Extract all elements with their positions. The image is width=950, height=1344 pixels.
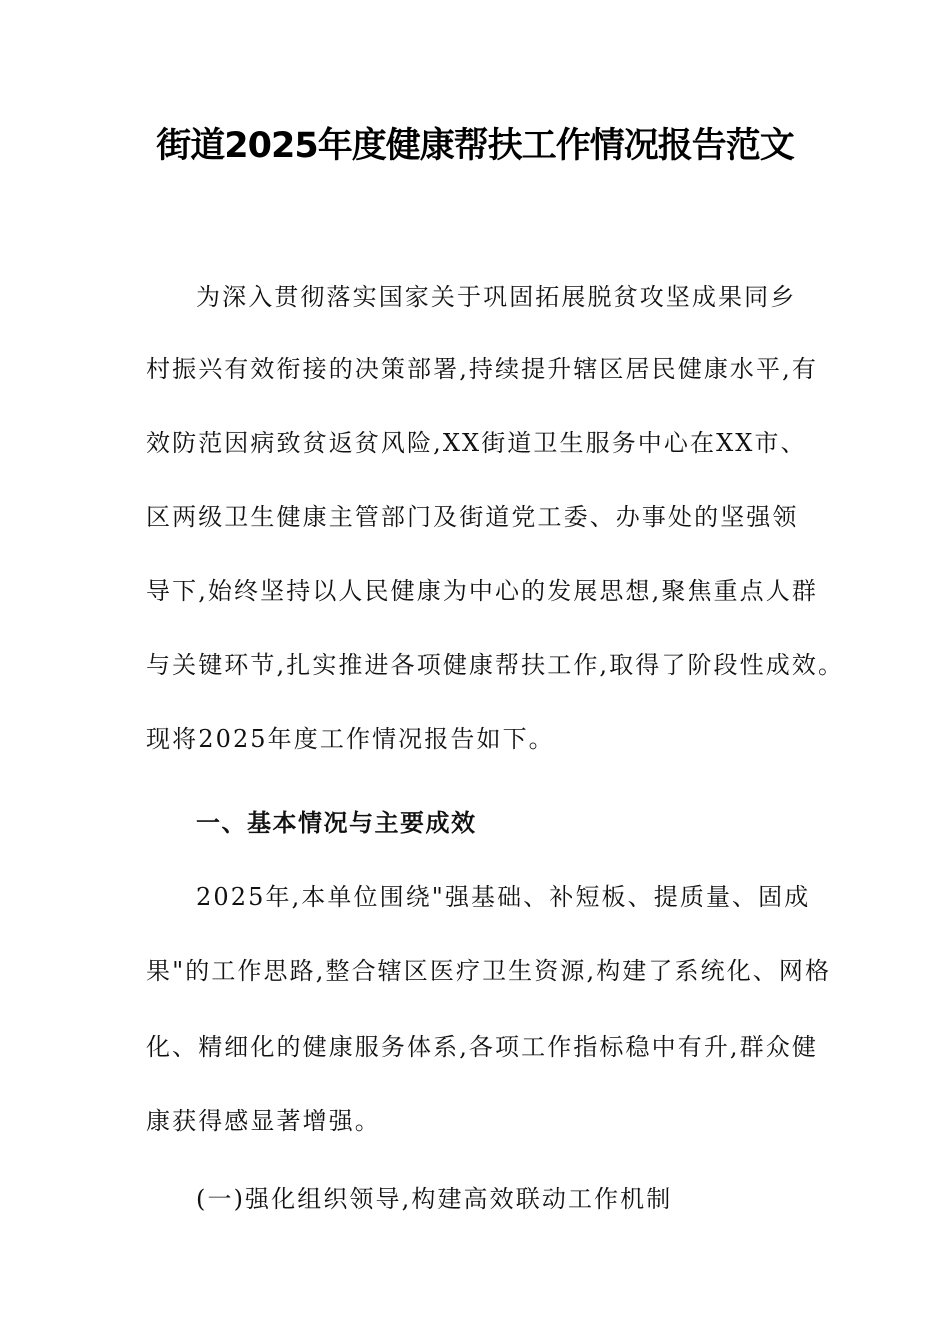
section-line-2: 果"的工作思路,整合辖区医疗卫生资源,构建了系统化、网格 bbox=[146, 957, 832, 985]
intro-line-4: 区两级卫生健康主管部门及街道党工委、办事处的坚强领 bbox=[146, 503, 799, 531]
section-line-4: 康获得感显著增强。 bbox=[146, 1107, 381, 1135]
subsection-heading: (一)强化组织领导,构建高效联动工作机制 bbox=[196, 1185, 673, 1213]
intro-line-1: 为深入贯彻落实国家关于巩固拓展脱贫攻坚成果同乡 bbox=[196, 283, 797, 311]
section-line-1: 2025年,本单位围绕"强基础、补短板、提质量、固成 bbox=[196, 883, 811, 911]
section-line-3: 化、精细化的健康服务体系,各项工作指标稳中有升,群众健 bbox=[146, 1033, 818, 1061]
intro-line-6: 与关键环节,扎实推进各项健康帮扶工作,取得了阶段性成效。 bbox=[146, 651, 845, 679]
intro-line-5: 导下,始终坚持以人民健康为中心的发展思想,聚焦重点人群 bbox=[146, 577, 818, 605]
intro-line-7: 现将2025年度工作情况报告如下。 bbox=[146, 725, 555, 753]
document-title: 街道2025年度健康帮扶工作情况报告范文 bbox=[156, 126, 794, 166]
intro-line-3: 效防范因病致贫返贫风险,XX街道卫生服务中心在XX市、 bbox=[146, 429, 807, 457]
section-heading: 一、基本情况与主要成效 bbox=[196, 809, 477, 837]
intro-line-2: 村振兴有效衔接的决策部署,持续提升辖区居民健康水平,有 bbox=[146, 355, 818, 383]
